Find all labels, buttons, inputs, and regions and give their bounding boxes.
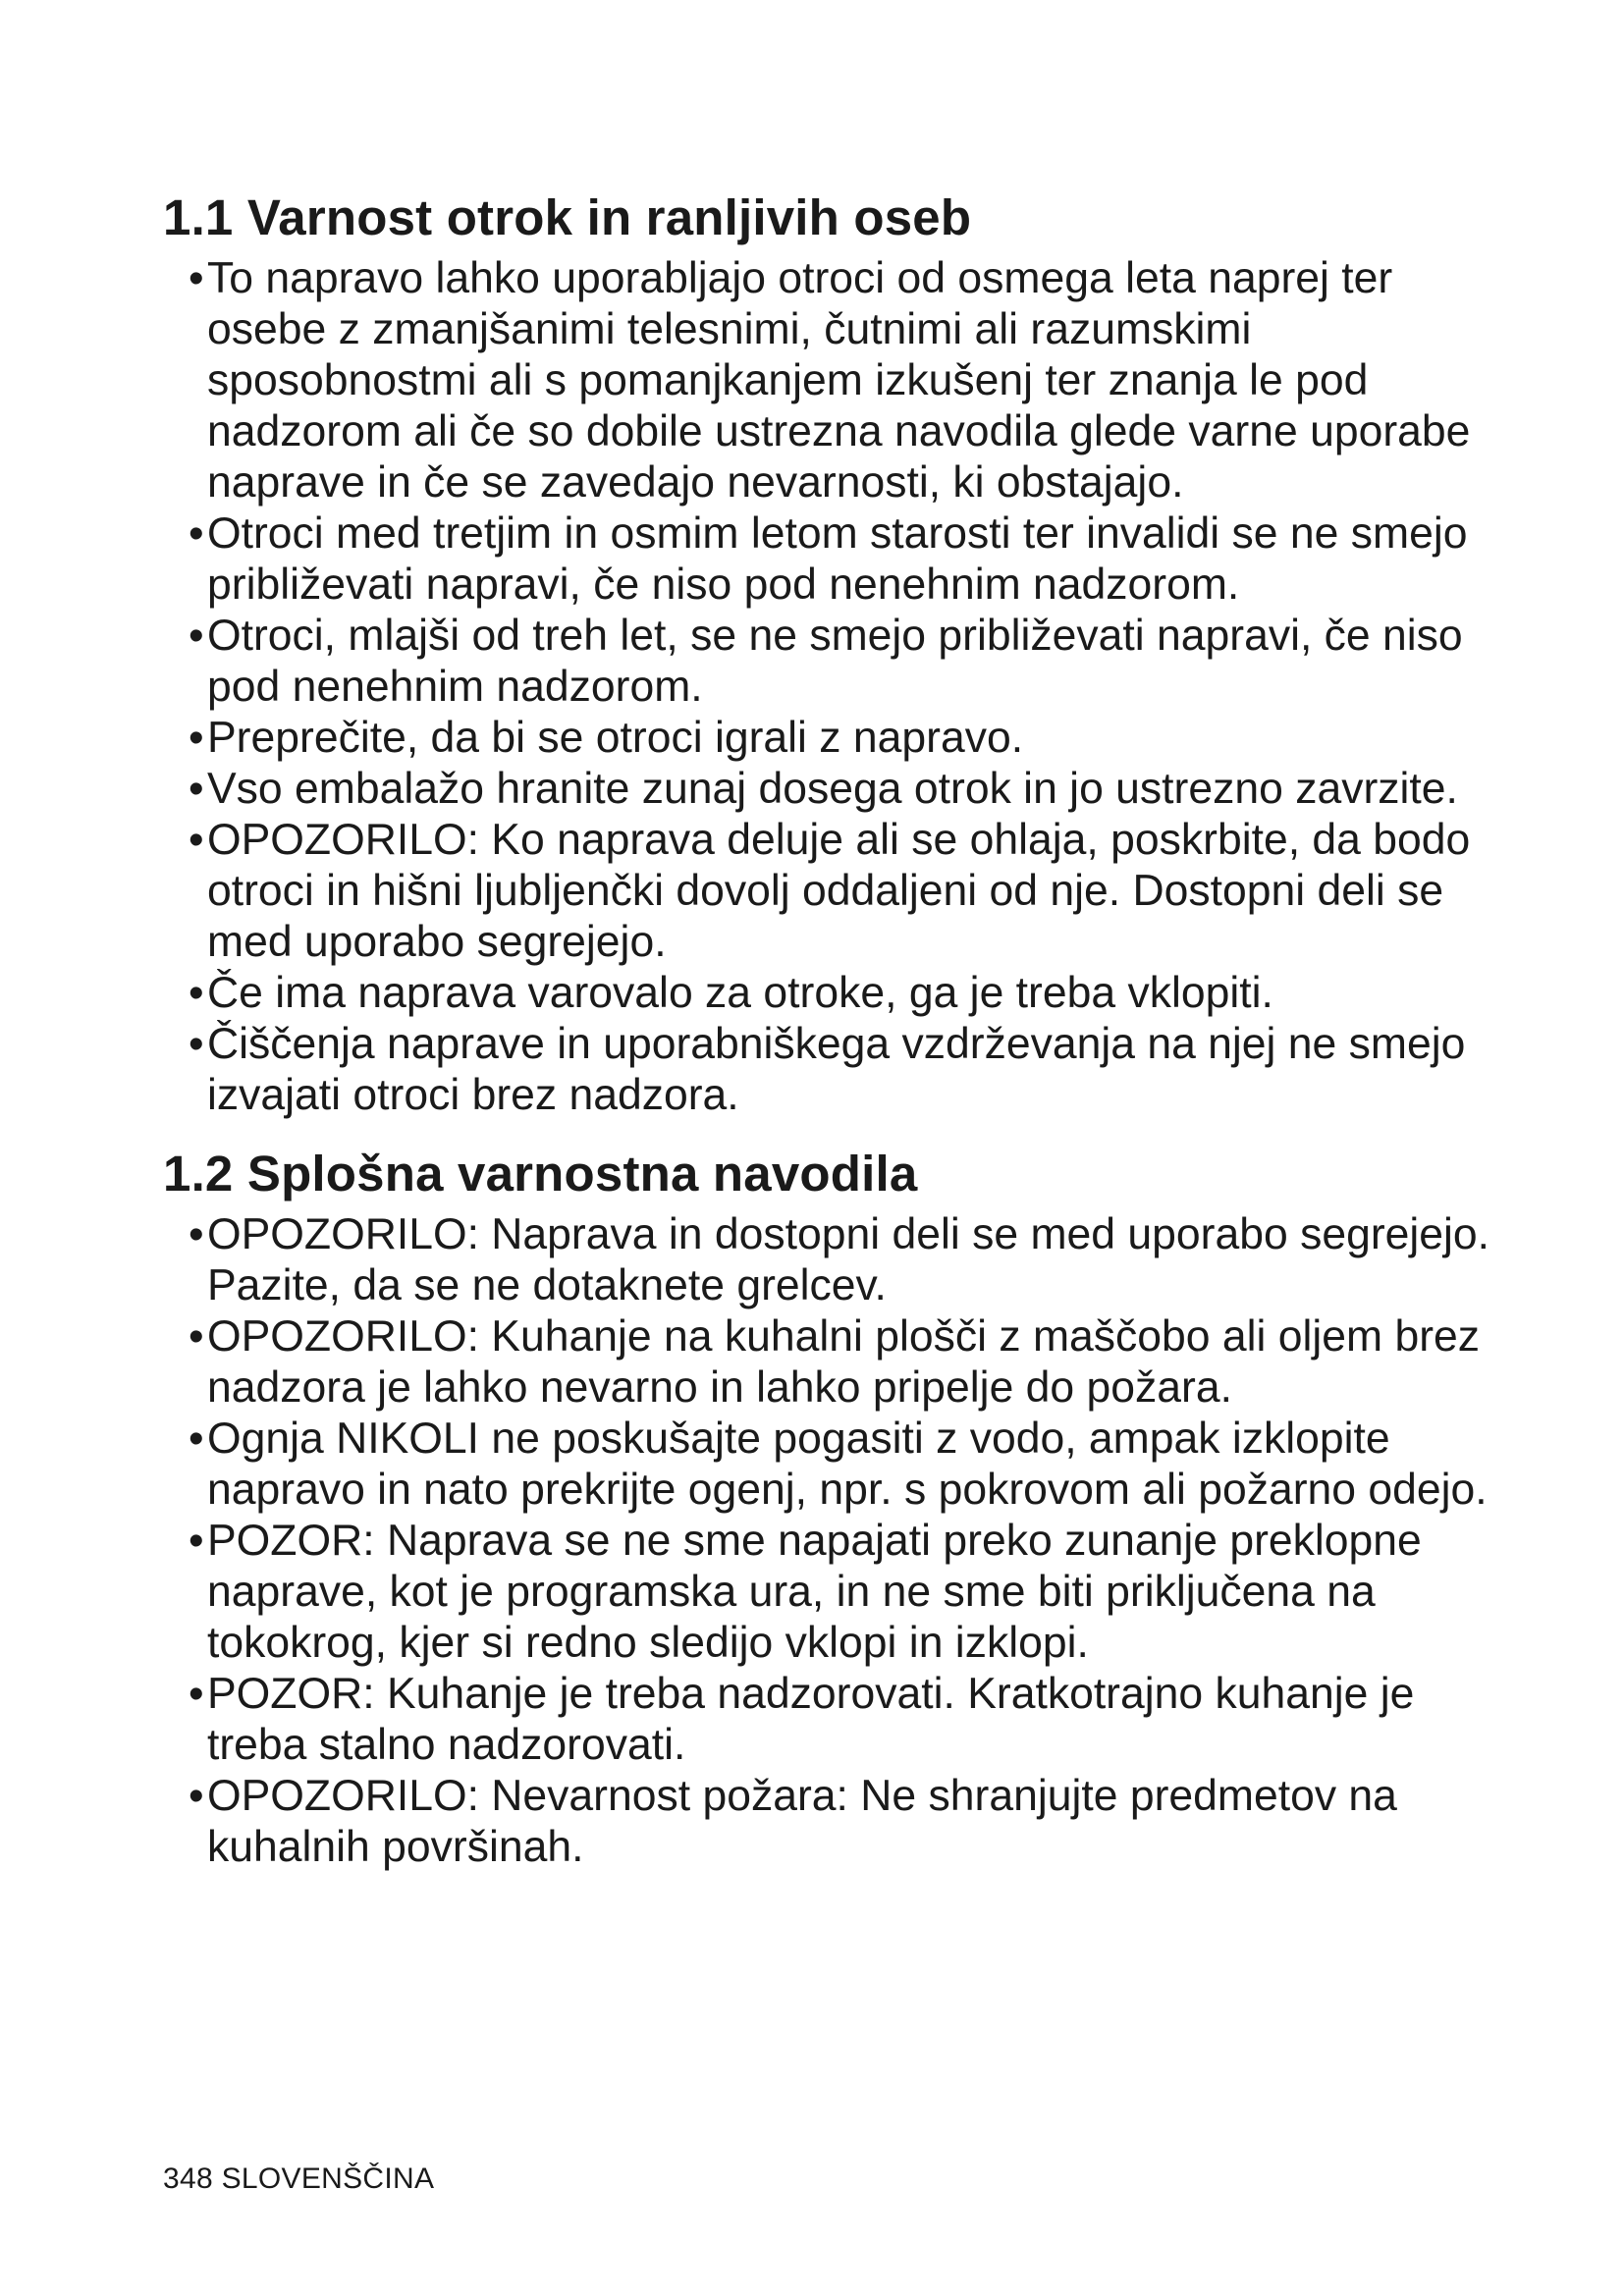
list-item-text: OPOZORILO: Ko naprava deluje ali se ohlaja, poskrbite, da bodo otroci in hišni ljubljenčki dovolj oddaljeni od nje. Dostopni deli se med uporabo segrejejo. (207, 816, 1471, 966)
list-item (163, 764, 1518, 815)
bullet-icon: • (189, 765, 204, 813)
bullet-icon: • (189, 816, 204, 864)
list-item (163, 1516, 1518, 1669)
bullet-icon: • (189, 1210, 204, 1258)
list-item-text: Vso embalažo hranite zunaj dosega otrok in jo ustrezno zavrzite. (207, 765, 1458, 813)
list-item-text: POZOR: Naprava se ne sme napajati preko zunanje preklopne naprave, kot je programska ura, in ne sme biti priključena na tokokrog, kjer si redno sledijo vklopi in izklopi. (207, 1517, 1422, 1667)
bullet-icon: • (189, 1312, 204, 1361)
document-page (163, 188, 1518, 1873)
list-item (163, 1414, 1518, 1516)
bullet-icon: • (189, 612, 204, 660)
list-item-text: Preprečite, da bi se otroci igrali z napravo. (207, 714, 1024, 762)
list-item (163, 1669, 1518, 1771)
list-item (163, 1019, 1518, 1121)
list-item-text: Otroci med tretjim in osmim letom starosti ter invalidi se ne smejo približevati napravi, če niso pod nenehnim nadzorom. (207, 509, 1468, 609)
bullet-icon: • (189, 1415, 204, 1463)
list-item (163, 815, 1518, 968)
list-item-text: Otroci, mlajši od treh let, se ne smejo približevati napravi, če niso pod nenehnim nadzorom. (207, 612, 1463, 711)
bullet-icon: • (189, 1670, 204, 1718)
list-item (163, 1771, 1518, 1873)
list-item-text: OPOZORILO: Naprava in dostopni deli se med uporabo segrejejo. Pazite, da se ne dotaknete grelcev. (207, 1210, 1490, 1309)
list-item (163, 713, 1518, 764)
bullet-icon: • (189, 509, 204, 558)
list-item-text: OPOZORILO: Kuhanje na kuhalni plošči z maščobo ali oljem brez nadzora je lahko nevarno in lahko pripelje do požara. (207, 1312, 1481, 1412)
section-child-safety (163, 188, 1518, 1121)
page-footer: 348 SLOVENŠČINA (163, 2163, 435, 2195)
bullet-icon: • (189, 969, 204, 1017)
section-title: 1.2 Splošna varnostna navodila (163, 1146, 918, 1201)
list-item-text: Če ima naprava varovalo za otroke, ga je treba vklopiti. (207, 969, 1273, 1017)
bullet-icon: • (189, 254, 204, 302)
section-general-safety (163, 1145, 1518, 1873)
list-item-text: Ognja NIKOLI ne poskušajte pogasiti z vodo, ampak izklopite napravo in nato prekrijte ogenj, npr. s pokrovom ali požarno odejo. (207, 1415, 1488, 1514)
list-item (163, 611, 1518, 713)
list-item (163, 1209, 1518, 1311)
list-item-text: OPOZORILO: Nevarnost požara: Ne shranjujte predmetov na kuhalnih površinah. (207, 1772, 1397, 1871)
bullet-icon: • (189, 1772, 204, 1820)
list-item-text: Čiščenja naprave in uporabniškega vzdrževanja na njej ne smejo izvajati otroci brez nadzora. (207, 1020, 1466, 1119)
list-item (163, 1311, 1518, 1414)
bullet-icon: • (189, 1020, 204, 1068)
list-item-text: To napravo lahko uporabljajo otroci od osmega leta naprej ter osebe z zmanjšanimi telesnimi, čutnimi ali razumskimi sposobnostmi ali s pomanjkanjem izkušenj ter znanja le pod nadzorom ali če so dobile ustrezna navodila glede varne uporabe naprave in če se zavedajo nevarnosti, ki obstajajo. (207, 254, 1471, 507)
bullet-icon: • (189, 1517, 204, 1565)
section-title: 1.1 Varnost otrok in ranljivih oseb (163, 189, 972, 245)
list-item (163, 968, 1518, 1019)
bullet-list (163, 1209, 1518, 1873)
bullet-list (163, 253, 1518, 1121)
list-item (163, 508, 1518, 611)
bullet-icon: • (189, 714, 204, 762)
list-item (163, 253, 1518, 508)
list-item-text: POZOR: Kuhanje je treba nadzorovati. Kratkotrajno kuhanje je treba stalno nadzorovati. (207, 1670, 1415, 1769)
